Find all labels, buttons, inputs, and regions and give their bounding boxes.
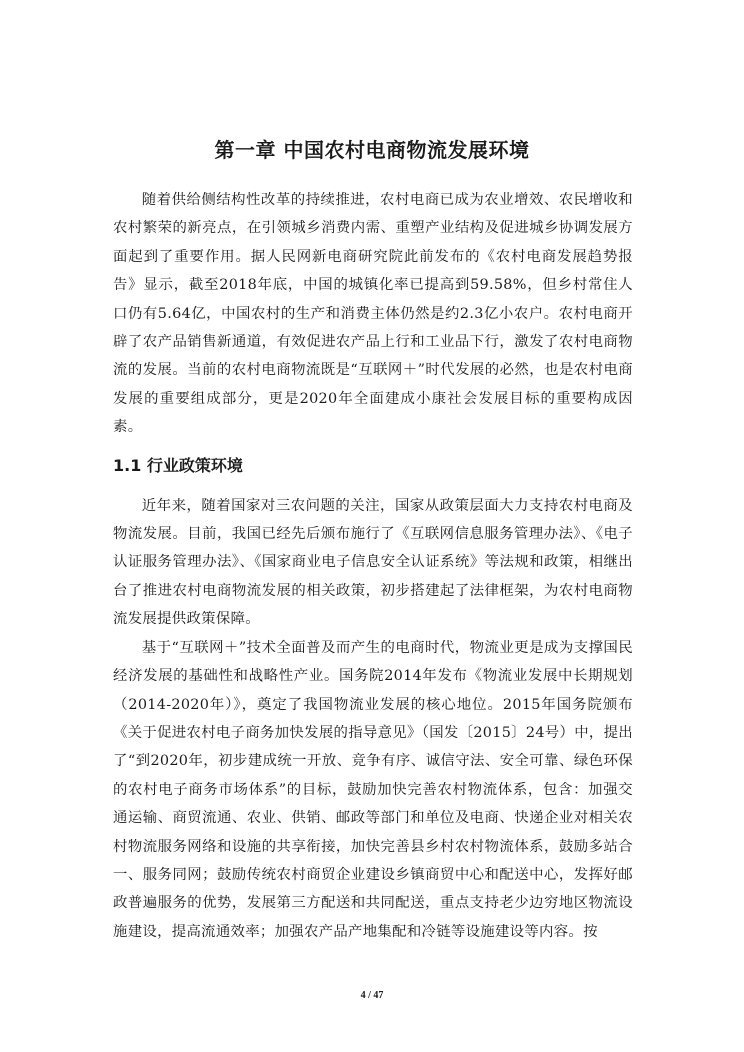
intro-paragraph: 随着供给侧结构性改革的持续推进，农村电商已成为农业增效、农民增收和农村繁荣的新亮点，在引领城乡消费内需、重塑产业结构及促进城乡协调发展方面起到了重要作用。据人民网新电商研究院此前发布的《农村电商发展趋势报告》显示，截至2018年底，中国的城镇化率已提高到59.58%，但乡村常住人口仍有5.64亿，中国农村的生产和消费主体仍然是约2.3亿小农户。农村电商开辟了农产品销售新通道，有效促进农产品上行和工业品下行，激发了农村电商物流的发展。当前的农村电商物流既是“互联网＋”时代发展的必然，也是农村电商发展的重要组成部分，更是2020年全面建成小康社会发展目标的重要构成因素。	[113, 192, 633, 436]
page-number: 4 / 47	[360, 990, 384, 1001]
section-paragraph-2: 基于“互联网＋”技术全面普及而产生的电商时代，物流业更是成为支撑国民经济发展的基础性和战略性产业。国务院2014年发布《物流业发展中长期规划（2014-2020年）》，奠定了我国物流业发展的核心地位。2015年国务院颁布《关于促进农村电子商务加快发展的指导意见》（国发〔2015〕24号）中，提出了“到2020年，初步建成统一开放、竞争有序、诚信守法、安全可靠、绿色环保的农村电子商务市场体系”的目标，鼓励加快完善农村物流体系，包含：加强交通运输、商贸流通、农业、供销、邮政等部门和单位及电商、快递企业对相关农村物流服务网络和设施的共享衔接，加快完善县乡村农村物流体系，鼓励多站合一、服务同网；鼓励传统农村商贸企业建设乡镇商贸中心和配送中心，发挥好邮政普遍服务的优势，发展第三方配送和共同配送，重点支持老少边穷地区物流设施建设，提高流通效率；加强农产品产地集配和冷链等设施建设等内容。按	[113, 639, 633, 940]
section-heading-1-1: 1.1 行业政策环境	[113, 455, 243, 475]
chapter-title: 第一章 中国农村电商物流发展环境	[214, 138, 530, 162]
body-content	[113, 186, 633, 946]
section-paragraph-1: 近年来，随着国家对三农问题的关注，国家从政策层面大力支持农村电商及物流发展。目前，我国已经先后颁布施行了《互联网信息服务管理办法》、《电子认证服务管理办法》、《国家商业电子信息安全认证系统》等法规和政策，相继出台了推进农村电商物流发展的相关政策，初步搭建起了法律框架，为农村电商物流发展提供政策保障。	[113, 497, 633, 628]
